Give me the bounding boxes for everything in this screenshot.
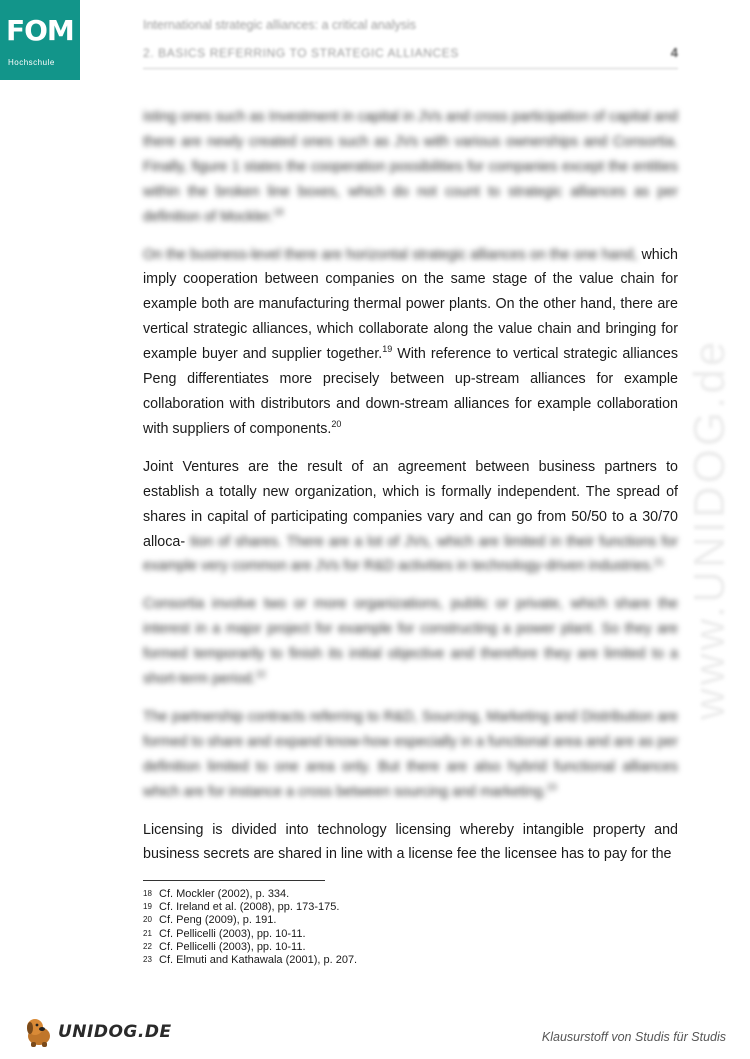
paragraph-5	[143, 705, 678, 805]
dog-icon	[22, 1015, 56, 1049]
footnote	[143, 914, 357, 927]
paragraph-2	[143, 243, 678, 442]
paragraph-2-text-b: With reference to vertical strategic alliances Peng differentiates more precisely between up-stream alliances for example collaboration with distributors and down-stream alliances for example collaboration with suppliers of components.	[143, 346, 678, 437]
footnote-ref: 22	[255, 669, 266, 680]
paragraph-6-text: Licensing is divided into technology licensing whereby intangible property and business secrets are shared in line with a license fee the licensee has to pay for the	[143, 821, 678, 863]
footnote-number: 21	[143, 928, 152, 938]
paragraph-2-text: which imply cooperation between companies on the same stage of the value chain for example both are manufacturing thermal power plants. On the other hand, there are vertical strategic alliances, which collaborate along the value chain and bringing for example buyer and supplier together.	[143, 246, 678, 363]
paragraph-3	[143, 455, 678, 580]
footnote	[143, 928, 357, 941]
footnote	[143, 901, 357, 914]
fom-logo	[0, 0, 80, 80]
footer-slogan: Klausurstoff von Studis für Studis	[541, 1030, 726, 1044]
section-title: 2. BASICS REFERRING TO STRATEGIC ALLIANCES	[143, 46, 459, 60]
logo-text: FOM	[6, 14, 74, 47]
footer-logo-text: UNIDOG.DE	[58, 1022, 172, 1042]
footnote-ref: 23	[546, 781, 557, 792]
paragraph-5-text: The partnership contracts referring to R&D, Sourcing, Marketing and Distribution are formed to share and expand know-how especially in a functional area and are as per definition limited to one area only. But there are also hybrid functional alliances which are for instance a cross between sourcing and marketing.	[143, 708, 678, 800]
footnote-text: Cf. Mockler (2002), p. 334.	[159, 888, 290, 900]
document-title: International strategic alliances: a critical analysis	[143, 18, 417, 32]
footnote-number: 18	[143, 889, 152, 898]
footnote-ref: 19	[382, 344, 393, 355]
header-divider	[143, 68, 678, 69]
footnote-ref: 18	[273, 206, 284, 217]
footnote	[143, 941, 357, 954]
paragraph-6	[143, 818, 678, 868]
footnote-text: Cf. Elmuti and Kathawala (2001), p. 207.	[159, 954, 358, 967]
unidog-logo[interactable]	[22, 1015, 172, 1049]
logo-subtext: Hochschule	[8, 58, 55, 67]
watermark-text: www.UNIDOG.de	[685, 338, 734, 720]
footnote-ref: 21	[653, 556, 664, 567]
paragraph-2-blurred: On the business-level there are horizontal strategic alliances on the one hand,	[143, 246, 638, 263]
paragraph-3-blurred: tion of shares. There are a lot of JVs, which are limited in their functions for example very common are JVs for R&D activities in technology-driven industries.	[143, 533, 678, 575]
document-body	[143, 105, 678, 880]
footnote-text: Cf. Peng (2009), p. 191.	[159, 914, 277, 927]
footnote-number: 19	[143, 902, 152, 912]
footnote-number: 22	[143, 941, 152, 951]
footnote-number: 20	[143, 915, 152, 925]
footnote-divider	[143, 880, 325, 881]
paragraph-4-text: Consortia involve two or more organizations, public or private, which share the interest in a major project for example for constructing a power plant. So they are formed temporarily to finish its initial objective and therefore they are limited to a short-term period.	[143, 596, 678, 688]
paragraph-1-text: isting ones such as Investment in capital in JVs and cross participation of capital and there are newly created ones such as JVs with various ownerships and Consortia. Finally, figure 1 states the cooperation possibilities for companies except the entities within the broken line boxes, which do not count to strategic alliances as per definition of Mockler.	[143, 109, 678, 225]
footnote-text: Cf. Pellicelli (2003), pp. 10-11.	[159, 927, 306, 940]
footnote-text: Cf. Ireland et al. (2008), pp. 173-175.	[159, 901, 340, 914]
footnote	[143, 888, 357, 901]
paragraph-1	[143, 105, 678, 230]
footnote-ref: 20	[331, 419, 342, 430]
footnote	[143, 954, 357, 967]
footnotes	[143, 888, 357, 967]
page-number: 4	[670, 45, 678, 60]
footnote-number: 23	[143, 955, 152, 965]
paragraph-4	[143, 592, 678, 692]
paragraph-3-text: Joint Ventures are the result of an agreement between business partners to establish a totally new organization, which is formally independent. The spread of shares in capital of participating companies vary and can go from 50/50 to a 30/70 alloca-	[143, 458, 678, 550]
footnote-text: Cf. Pellicelli (2003), pp. 10-11.	[159, 940, 306, 953]
